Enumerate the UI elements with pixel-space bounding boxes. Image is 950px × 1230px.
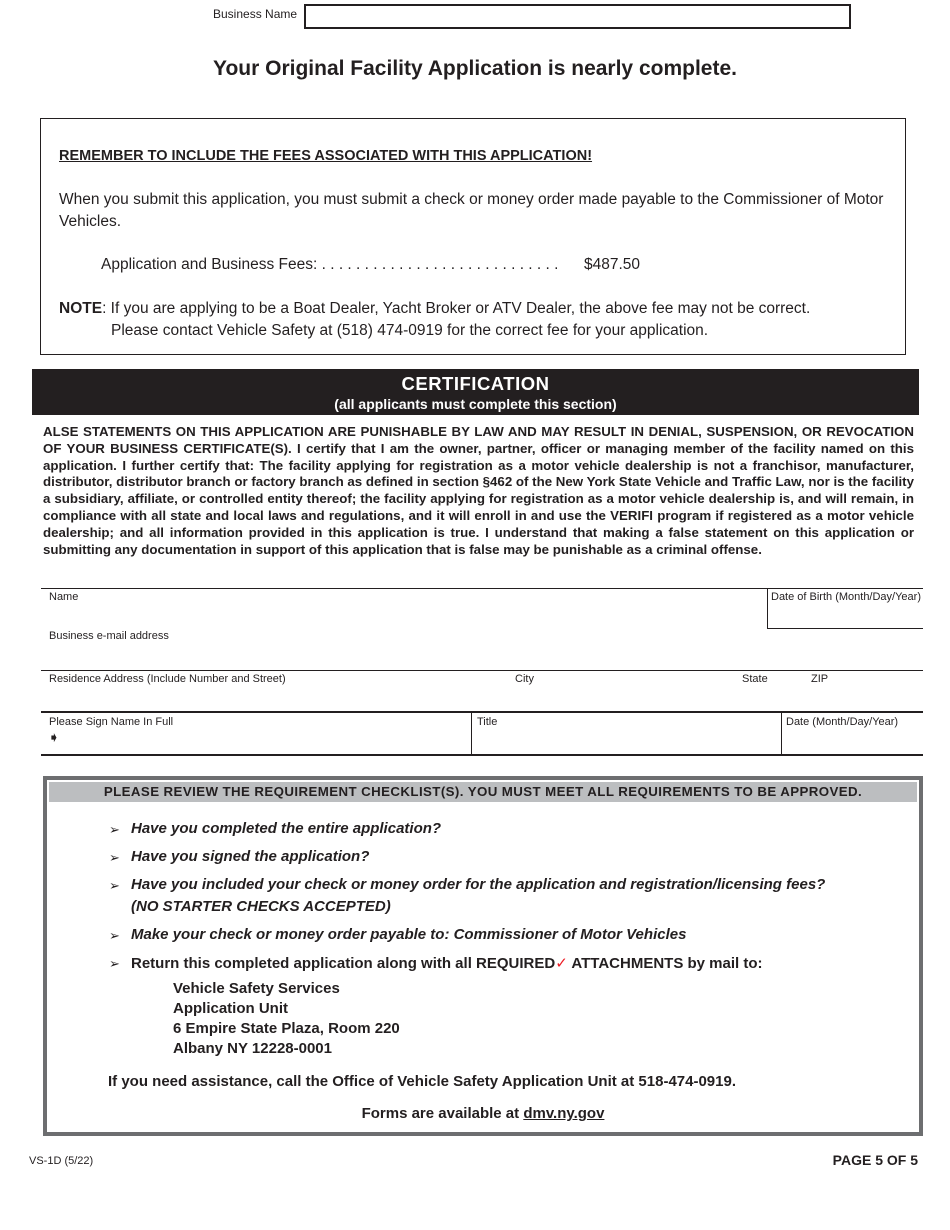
checklist-item: Have you completed the entire application? (131, 820, 442, 837)
fee-instructions: When you submit this application, you must submit a check or money order made payable to the Commissioner of Motor Vehicles. (59, 191, 884, 230)
sign-here-arrow-icon: ➧ (48, 729, 60, 745)
checklist-item: Have you included your check or money order for the application and registration/licensing fees? (131, 876, 826, 893)
fee-notice-box (40, 118, 906, 355)
certification-title: CERTIFICATION (401, 373, 550, 394)
signature-field-label: Please Sign Name In Full (49, 716, 174, 728)
zip-field-label: ZIP (811, 673, 829, 685)
dmv-website-link[interactable]: dmv.ny.gov (523, 1105, 605, 1122)
business-name-label: Business Name (213, 7, 298, 21)
arrow-bullet-icon: ➢ (109, 850, 120, 865)
form-id: VS-1D (5/22) (29, 1155, 94, 1167)
state-field-label: State (742, 673, 768, 685)
checklist-header: PLEASE REVIEW THE REQUIREMENT CHECKLIST(S). YOU MUST MEET ALL REQUIREMENTS TO BE APPROVED. (49, 782, 917, 802)
title-field-label: Title (477, 716, 498, 728)
date-field-label: Date (Month/Day/Year) (786, 716, 899, 728)
checklist-item-return (131, 954, 763, 972)
page-number: PAGE 5 OF 5 (832, 1152, 918, 1168)
certification-header (32, 369, 919, 415)
field-divider (41, 711, 923, 713)
checklist-item: Make your check or money order payable to: Commissioner of Motor Vehicles (131, 926, 687, 943)
checkmark-icon: ✓ (555, 955, 568, 972)
field-divider (41, 670, 923, 671)
fee-reminder-heading: REMEMBER TO INCLUDE THE FEES ASSOCIATED WITH THIS APPLICATION! (59, 148, 593, 164)
residence-field-label: Residence Address (Include Number and Street) (49, 673, 286, 685)
arrow-bullet-icon: ➢ (109, 956, 120, 971)
address-line: Application Unit (173, 1000, 288, 1017)
title-field[interactable] (473, 730, 779, 752)
signature-field[interactable] (68, 728, 468, 752)
email-field-label: Business e-mail address (49, 630, 169, 642)
field-divider (767, 628, 923, 629)
return-text-end: ATTACHMENTS by mail to: (567, 955, 763, 972)
note-text-1: : If you are applying to be a Boat Dealer, Yacht Broker or ATV Dealer, the above fee may not be correct. (102, 300, 811, 317)
city-field-label: City (515, 673, 534, 685)
requirement-checklist (43, 776, 923, 1136)
address-line: Vehicle Safety Services (173, 980, 340, 997)
residence-address-field[interactable] (41, 686, 921, 710)
address-line: Albany NY 12228-0001 (173, 1040, 332, 1057)
assistance-text: If you need assistance, call the Office of Vehicle Safety Application Unit at 518-474-0919. (108, 1073, 737, 1090)
name-field-label: Name (49, 591, 79, 603)
fee-line (101, 256, 558, 274)
certification-subtitle: (all applicants must complete this section) (334, 396, 617, 412)
address-line: 6 Empire State Plaza, Room 220 (173, 1020, 400, 1037)
fee-amount: $487.50 (584, 256, 641, 273)
fee-note-line-1 (59, 300, 810, 318)
fee-label: Application and Business Fees: (101, 256, 318, 273)
field-divider (41, 754, 923, 756)
fee-note-line-2: Please contact Vehicle Safety at (518) 474-0919 for the correct fee for your application. (111, 322, 709, 339)
dob-field-label: Date of Birth (Month/Day/Year) (771, 591, 921, 603)
business-name-input[interactable] (304, 4, 851, 29)
forms-text: Forms are available at (361, 1105, 524, 1122)
arrow-bullet-icon: ➢ (109, 928, 120, 943)
field-divider (781, 712, 782, 755)
mailing-address (173, 979, 400, 1059)
note-label: NOTE (59, 300, 103, 317)
page-headline: Your Original Facility Application is nearly complete. (213, 57, 737, 80)
date-field[interactable] (783, 730, 921, 752)
field-divider (471, 712, 472, 755)
field-divider (41, 588, 923, 589)
certification-statement: ALSE STATEMENTS ON THIS APPLICATION ARE PUNISHABLE BY LAW AND MAY RESULT IN DENIAL, SUSPENSION, OR REVOCATION OF YOUR BUSINESS CERTIFICATE(S). I certify that I am the owner, partner, officer or managing member of the facility named on this application. I further certify that: The facility applying for registration as a motor vehicle dealership is not a franchisor, manufacturer, distributor, distributor branch or factory branch as defined in section §462 of the New York State Vehicle and Traffic Law, nor is the facility a subsidiary, affiliate, or controlled entity thereof; the facility applying for registration as a motor vehicle dealership is, and will remain, in compliance with all state and local laws and regulations, and it will enroll in and use the VERIFI program if registered as a motor vehicle dealership; and all information provided in this application is true. I understand that making a false statement on this application or submitting any documentation in support of this application that is false may be punishable as a criminal offense. (43, 424, 914, 557)
name-field[interactable] (41, 598, 763, 626)
return-text: Return this completed application along with all REQUIRED (131, 955, 556, 972)
arrow-bullet-icon: ➢ (109, 822, 120, 837)
dob-field[interactable] (768, 604, 922, 626)
fee-dot-leader: . . . . . . . . . . . . . . . . . . . . . . . . . . . . (321, 256, 559, 273)
checklist-item-note: (NO STARTER CHECKS ACCEPTED) (131, 898, 391, 915)
arrow-bullet-icon: ➢ (109, 878, 120, 893)
email-field[interactable] (41, 643, 921, 668)
forms-availability (47, 1105, 919, 1122)
checklist-item: Have you signed the application? (131, 848, 370, 865)
